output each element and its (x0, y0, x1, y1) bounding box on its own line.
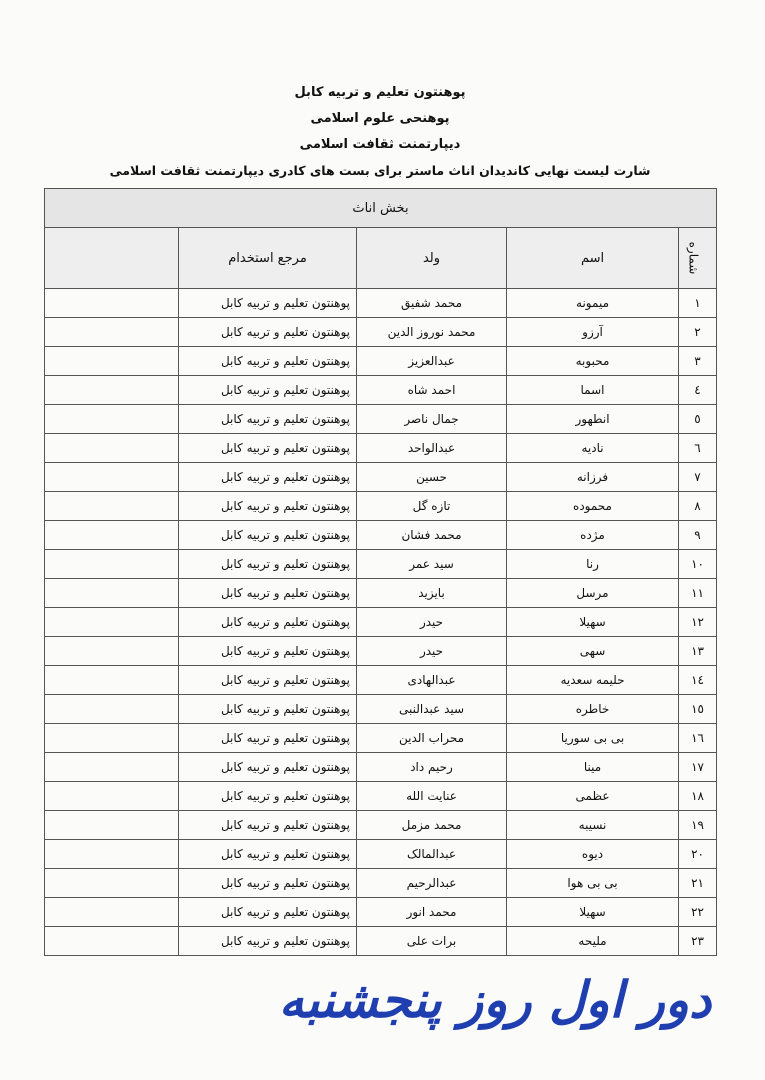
table-row (45, 550, 717, 579)
cell-name: میمونه (507, 289, 679, 318)
cell-reference: پوهنتون تعلیم و تربیه کابل (179, 724, 357, 753)
cell-father: بایزید (357, 579, 507, 608)
cell-reference: پوهنتون تعلیم و تربیه کابل (179, 666, 357, 695)
cell-father: محراب الدین (357, 724, 507, 753)
cell-number: ۷ (679, 463, 717, 492)
cell-father: تازه گل (357, 492, 507, 521)
cell-number: ۳ (679, 347, 717, 376)
cell-father: احمد شاه (357, 376, 507, 405)
cell-name: بی بی هوا (507, 869, 679, 898)
cell-number: ۱۹ (679, 811, 717, 840)
cell-reference: پوهنتون تعلیم و تربیه کابل (179, 347, 357, 376)
cell-father: برات علی (357, 927, 507, 956)
cell-empty (45, 463, 179, 492)
cell-number: ۱٥ (679, 695, 717, 724)
cell-name: محبوبه (507, 347, 679, 376)
handwritten-note-text: دور اول روز پنجشنبه (278, 970, 712, 1029)
table-row (45, 898, 717, 927)
cell-name: خاطره (507, 695, 679, 724)
cell-reference: پوهنتون تعلیم و تربیه کابل (179, 376, 357, 405)
cell-name: دیوه (507, 840, 679, 869)
table-row (45, 811, 717, 840)
cell-reference: پوهنتون تعلیم و تربیه کابل (179, 608, 357, 637)
cell-reference: پوهنتون تعلیم و تربیه کابل (179, 289, 357, 318)
cell-empty (45, 637, 179, 666)
table-body (45, 289, 717, 956)
table-row (45, 347, 717, 376)
cell-empty (45, 666, 179, 695)
cell-name: سهی (507, 637, 679, 666)
cell-name: بی بی سوریا (507, 724, 679, 753)
cell-name: اسما (507, 376, 679, 405)
column-header-name: اسم (507, 228, 679, 289)
table-row (45, 463, 717, 492)
cell-empty (45, 753, 179, 782)
table-row (45, 608, 717, 637)
cell-empty (45, 492, 179, 521)
cell-number: ۲۰ (679, 840, 717, 869)
cell-name: مینا (507, 753, 679, 782)
cell-number: ۱۷ (679, 753, 717, 782)
cell-name: حلیمه سعدیه (507, 666, 679, 695)
cell-empty (45, 289, 179, 318)
cell-reference: پوهنتون تعلیم و تربیه کابل (179, 753, 357, 782)
cell-name: نسیبه (507, 811, 679, 840)
cell-number: ۱۱ (679, 579, 717, 608)
cell-empty (45, 376, 179, 405)
cell-father: جمال ناصر (357, 405, 507, 434)
document-header (100, 80, 660, 184)
cell-empty (45, 405, 179, 434)
cell-reference: پوهنتون تعلیم و تربیه کابل (179, 869, 357, 898)
table-row (45, 289, 717, 318)
cell-father: عبدالمالک (357, 840, 507, 869)
table-row (45, 782, 717, 811)
cell-father: سید عمر (357, 550, 507, 579)
cell-number: ۱٤ (679, 666, 717, 695)
faculty-title: پوهنحی علوم اسلامی (310, 111, 450, 126)
cell-empty (45, 550, 179, 579)
cell-father: حسین (357, 463, 507, 492)
cell-father: محمد فشان (357, 521, 507, 550)
column-header-father: ولد (357, 228, 507, 289)
cell-father: سید عبدالنبی (357, 695, 507, 724)
column-header-empty (45, 228, 179, 289)
cell-name: مرسل (507, 579, 679, 608)
table-row (45, 434, 717, 463)
cell-father: عنایت الله (357, 782, 507, 811)
table-row (45, 724, 717, 753)
cell-number: ۲ (679, 318, 717, 347)
list-title: شارت لیست نهایی کاندیدان اناث ماستر برای بست های کادری دیپارتمنت ثقافت اسلامی (109, 163, 651, 178)
department-title: دیپارتمنت ثقافت اسلامی (299, 137, 461, 152)
cell-name: سهیلا (507, 898, 679, 927)
table-row (45, 579, 717, 608)
cell-number: ٤ (679, 376, 717, 405)
cell-number: ۱۰ (679, 550, 717, 579)
cell-reference: پوهنتون تعلیم و تربیه کابل (179, 840, 357, 869)
cell-empty (45, 898, 179, 927)
cell-empty (45, 724, 179, 753)
section-title: بخش اناث (45, 189, 717, 228)
cell-father: محمد شفیق (357, 289, 507, 318)
cell-empty (45, 869, 179, 898)
table-row (45, 521, 717, 550)
cell-number: ۱۳ (679, 637, 717, 666)
cell-empty (45, 608, 179, 637)
table-row (45, 637, 717, 666)
cell-father: محمد انور (357, 898, 507, 927)
cell-father: عبدالعزیز (357, 347, 507, 376)
cell-name: آرزو (507, 318, 679, 347)
cell-reference: پوهنتون تعلیم و تربیه کابل (179, 637, 357, 666)
cell-reference: پوهنتون تعلیم و تربیه کابل (179, 492, 357, 521)
table-row (45, 666, 717, 695)
cell-name: سهیلا (507, 608, 679, 637)
table-row (45, 376, 717, 405)
handwritten-note (30, 955, 730, 1065)
cell-name: مژده (507, 521, 679, 550)
cell-empty (45, 695, 179, 724)
cell-name: محموده (507, 492, 679, 521)
cell-empty (45, 927, 179, 956)
cell-number: ۱ (679, 289, 717, 318)
cell-name: نادیه (507, 434, 679, 463)
cell-father: عبدالهادی (357, 666, 507, 695)
column-header-reference: مرجع استخدام (179, 228, 357, 289)
table-row (45, 405, 717, 434)
cell-number: ۱٦ (679, 724, 717, 753)
table-row (45, 869, 717, 898)
cell-empty (45, 521, 179, 550)
cell-number: ۲۱ (679, 869, 717, 898)
cell-name: رنا (507, 550, 679, 579)
cell-number: ۸ (679, 492, 717, 521)
table-row (45, 695, 717, 724)
cell-reference: پوهنتون تعلیم و تربیه کابل (179, 463, 357, 492)
cell-father: حیدر (357, 608, 507, 637)
cell-empty (45, 434, 179, 463)
cell-empty (45, 782, 179, 811)
cell-number: ۹ (679, 521, 717, 550)
cell-empty (45, 840, 179, 869)
university-title: پوهنتون تعلیم و تربیه کابل (294, 85, 466, 100)
cell-reference: پوهنتون تعلیم و تربیه کابل (179, 434, 357, 463)
cell-reference: پوهنتون تعلیم و تربیه کابل (179, 405, 357, 434)
cell-number: ۲۳ (679, 927, 717, 956)
cell-name: عظمی (507, 782, 679, 811)
cell-empty (45, 347, 179, 376)
cell-number: ۲۲ (679, 898, 717, 927)
cell-father: محمد مزمل (357, 811, 507, 840)
table-row (45, 318, 717, 347)
cell-number: ۱۸ (679, 782, 717, 811)
cell-reference: پوهنتون تعلیم و تربیه کابل (179, 521, 357, 550)
cell-reference: پوهنتون تعلیم و تربیه کابل (179, 811, 357, 840)
cell-empty (45, 318, 179, 347)
cell-number: ٦ (679, 434, 717, 463)
cell-name: انطهور (507, 405, 679, 434)
cell-number: ۱۲ (679, 608, 717, 637)
candidate-table (44, 188, 717, 956)
cell-reference: پوهنتون تعلیم و تربیه کابل (179, 318, 357, 347)
cell-name: فرزانه (507, 463, 679, 492)
table-row (45, 840, 717, 869)
cell-father: رحیم داد (357, 753, 507, 782)
cell-empty (45, 811, 179, 840)
table-row (45, 492, 717, 521)
cell-reference: پوهنتون تعلیم و تربیه کابل (179, 927, 357, 956)
cell-father: محمد نوروز الدین (357, 318, 507, 347)
cell-reference: پوهنتون تعلیم و تربیه کابل (179, 898, 357, 927)
cell-reference: پوهنتون تعلیم و تربیه کابل (179, 579, 357, 608)
table-row (45, 753, 717, 782)
cell-reference: پوهنتون تعلیم و تربیه کابل (179, 782, 357, 811)
cell-reference: پوهنتون تعلیم و تربیه کابل (179, 550, 357, 579)
table-row (45, 927, 717, 956)
cell-reference: پوهنتون تعلیم و تربیه کابل (179, 695, 357, 724)
cell-name: ملیحه (507, 927, 679, 956)
cell-number: ٥ (679, 405, 717, 434)
cell-father: عبدالواحد (357, 434, 507, 463)
cell-father: حیدر (357, 637, 507, 666)
column-header-number: شماره (679, 228, 717, 289)
cell-empty (45, 579, 179, 608)
cell-father: عبدالرحیم (357, 869, 507, 898)
